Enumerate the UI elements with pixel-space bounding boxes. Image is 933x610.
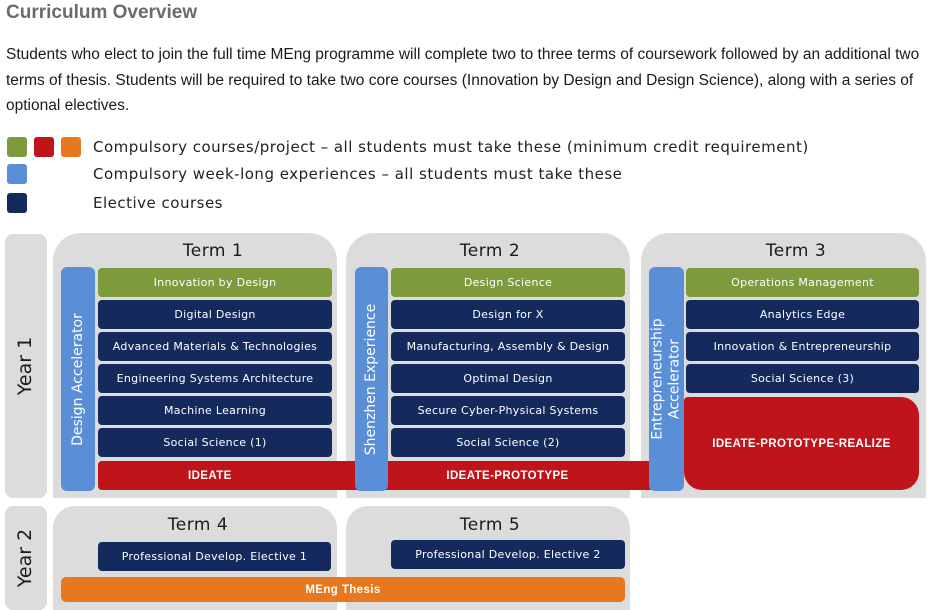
core-course-innovation-by-design: Innovation by Design: [98, 268, 332, 297]
elective-course: Digital Design: [98, 300, 332, 329]
elective-course: Social Science (1): [98, 428, 332, 457]
elective-course: Social Science (2): [391, 428, 625, 457]
legend-swatch-navy: [7, 193, 27, 213]
term-4-title: Term 4: [167, 515, 229, 535]
ideate-prototype-project-bar: [389, 461, 626, 490]
elective-course: Machine Learning: [98, 396, 332, 425]
term-5-title: Term 5: [459, 515, 521, 535]
intro-paragraph: Students who elect to join the full time MEng programme will complete two to three terms of coursework followed by an additional two terms of thesis. Students will be required to take two core courses (Innovation by Design and Design Science), along with a series of optional electives.: [6, 46, 920, 114]
page-title: Curriculum Overview: [6, 2, 198, 23]
entrepreneurship-accelerator-line1: Entrepreneurship: [649, 318, 666, 440]
entrepreneurship-accelerator-line2: Accelerator: [666, 339, 683, 419]
ideate-prototype-realize-project-bar: [684, 397, 919, 490]
legend-week-long-experiences: Compulsory week-long experiences – all students must take these: [93, 165, 623, 183]
core-course-operations-management: Operations Management: [686, 268, 919, 297]
legend-swatch-blue: [7, 164, 27, 184]
elective-course: Innovation & Entrepreneurship: [686, 332, 919, 361]
shenzhen-experience-label: Shenzhen Experience: [363, 303, 380, 455]
year-2-label: Year 2: [14, 528, 36, 588]
shenzhen-experience: [355, 267, 388, 491]
legend-swatch-orange: [61, 137, 81, 157]
elective-course: Analytics Edge: [686, 300, 919, 329]
term-3-title: Term 3: [765, 241, 827, 261]
legend-elective-courses: Elective courses: [93, 194, 223, 212]
legend-swatch-green: [7, 137, 27, 157]
design-accelerator-label: Design Accelerator: [69, 312, 86, 446]
legend-compulsory-courses: Compulsory courses/project – all students must take these (minimum credit requirement): [93, 138, 809, 156]
elective-course: Social Science (3): [686, 364, 919, 393]
elective-course: Secure Cyber-Physical Systems: [391, 396, 625, 425]
ideate-prototype-realize-label: IDEATE-PROTOTYPE-REALIZE: [712, 437, 891, 450]
term-1-title: Term 1: [182, 241, 244, 261]
ideate-label: IDEATE: [188, 469, 232, 482]
elective-course: Manufacturing, Assembly & Design: [391, 332, 625, 361]
elective-course: Engineering Systems Architecture: [98, 364, 332, 393]
elective-course: Design for X: [391, 300, 625, 329]
core-course-design-science: Design Science: [391, 268, 625, 297]
elective-course: Advanced Materials & Technologies: [98, 332, 332, 361]
elective-course-term-4: Professional Develop. Elective 1: [98, 542, 331, 571]
ideate-prototype-label: IDEATE-PROTOTYPE: [446, 469, 569, 482]
meng-thesis-bar: MEng Thesis: [61, 577, 625, 602]
elective-course-term-5: Professional Develop. Elective 2: [391, 540, 625, 569]
legend-swatch-red: [34, 137, 54, 157]
term-2-title: Term 2: [459, 241, 521, 261]
design-accelerator-experience: [61, 267, 95, 491]
year-1-label: Year 1: [14, 336, 36, 396]
entrepreneurship-accelerator-label: [650, 318, 684, 439]
entrepreneurship-accelerator-experience: [649, 267, 684, 491]
elective-course: Optimal Design: [391, 364, 625, 393]
